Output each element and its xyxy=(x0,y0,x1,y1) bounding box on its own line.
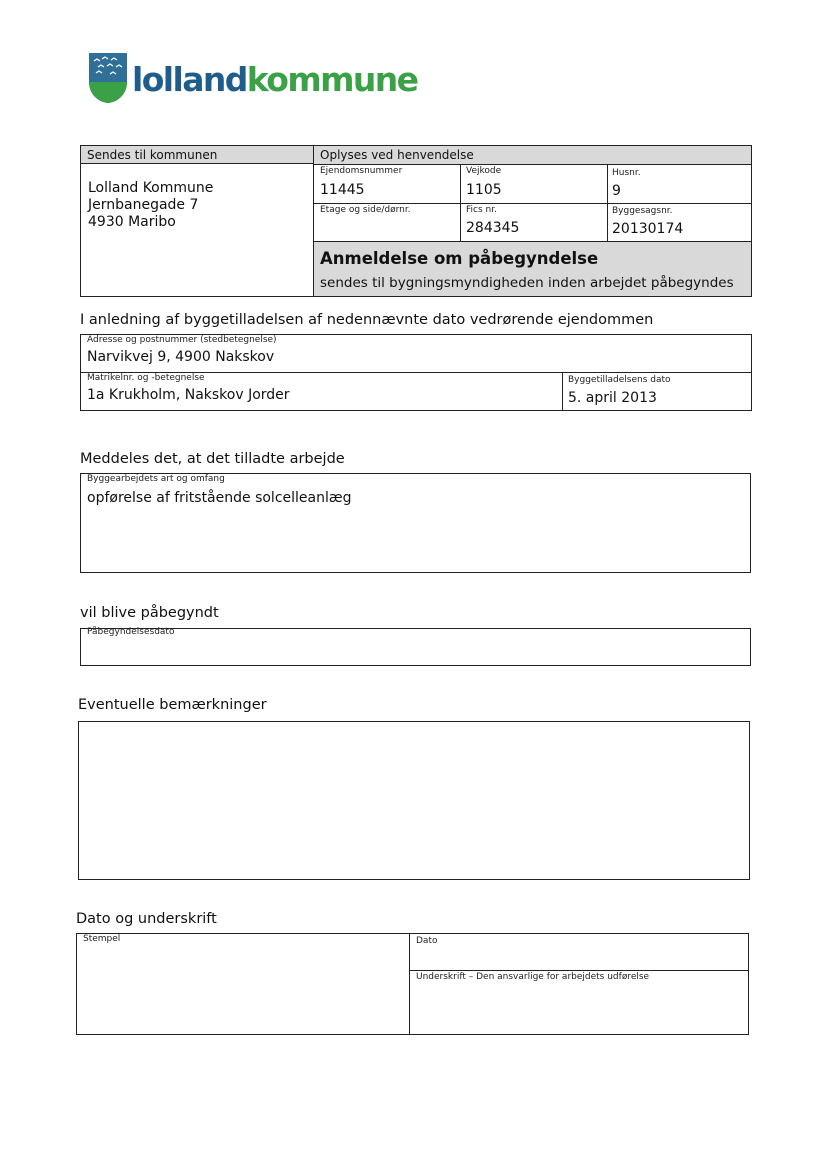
municipality-address xyxy=(88,180,213,231)
form-title: Anmeldelse om påbegyndelse xyxy=(320,249,599,268)
work-intro: Meddeles det, at det tilladte arbejde xyxy=(80,451,345,467)
start-date-label: Påbegyndelsesdato xyxy=(87,627,175,637)
shield-icon xyxy=(88,52,128,104)
stempel-label: Stempel xyxy=(83,934,121,944)
logo-text-kommune: kommune xyxy=(246,60,418,99)
stempel-field[interactable] xyxy=(77,946,408,1034)
vejkode-label: Vejkode xyxy=(466,166,502,176)
oplyses-header xyxy=(314,146,751,164)
form-title-block xyxy=(314,242,751,296)
byggesagsnr-value: 20130174 xyxy=(612,221,684,237)
sendes-header xyxy=(81,146,313,163)
work-label: Byggearbejdets art og omfang xyxy=(87,474,225,484)
address-line: Jernbanegade 7 xyxy=(88,197,199,213)
tilladelse-value: 5. april 2013 xyxy=(568,390,657,406)
tilladelse-label: Byggetilladelsens dato xyxy=(568,375,671,385)
property-intro: I anledning af byggetilladelsen af nedennævnte dato vedrørende ejendommen xyxy=(80,312,654,328)
address-label: Adresse og postnummer (stedbetegnelse) xyxy=(87,335,277,345)
fics-label: Fics nr. xyxy=(466,205,497,215)
dato-label: Dato xyxy=(416,936,438,946)
matrikel-value: 1a Krukholm, Nakskov Jorder xyxy=(87,387,290,403)
work-box xyxy=(80,473,751,573)
logo-text-lolland: lolland xyxy=(132,60,247,99)
dato-field[interactable] xyxy=(410,948,748,969)
byggesagsnr-label: Byggesagsnr. xyxy=(612,206,673,216)
work-value: opførelse af fritstående solcelleanlæg xyxy=(87,490,352,506)
start-intro: vil blive påbegyndt xyxy=(80,605,219,621)
etage-label: Etage og side/dørnr. xyxy=(320,205,411,215)
remarks-intro: Eventuelle bemærkninger xyxy=(78,697,267,713)
address-value: Narvikvej 9, 4900 Nakskov xyxy=(87,349,275,365)
fics-value: 284345 xyxy=(466,220,520,236)
ejendomsnummer-value: 11445 xyxy=(320,182,365,198)
remarks-box[interactable] xyxy=(78,721,750,880)
sendes-label: Sendes til kommunen xyxy=(87,148,218,162)
underskrift-field[interactable] xyxy=(410,985,748,1034)
address-line: 4930 Maribo xyxy=(88,214,176,230)
address-line: Lolland Kommune xyxy=(88,180,214,196)
signature-intro: Dato og underskrift xyxy=(76,911,217,927)
oplyses-label: Oplyses ved henvendelse xyxy=(320,148,474,162)
husnr-value: 9 xyxy=(612,183,621,199)
vejkode-value: 1105 xyxy=(466,182,502,198)
logo-wordmark xyxy=(132,60,417,99)
husnr-label: Husnr. xyxy=(612,168,641,178)
ejendomsnummer-label: Ejendomsnummer xyxy=(320,166,403,176)
form-subtitle: sendes til bygningsmyndigheden inden arbejdet påbegyndes xyxy=(320,275,734,291)
underskrift-label: Underskrift – Den ansvarlige for arbejdets udførelse xyxy=(416,972,650,982)
matrikel-label: Matrikelnr. og -betegnelse xyxy=(87,373,205,383)
start-date-box[interactable] xyxy=(80,628,751,666)
